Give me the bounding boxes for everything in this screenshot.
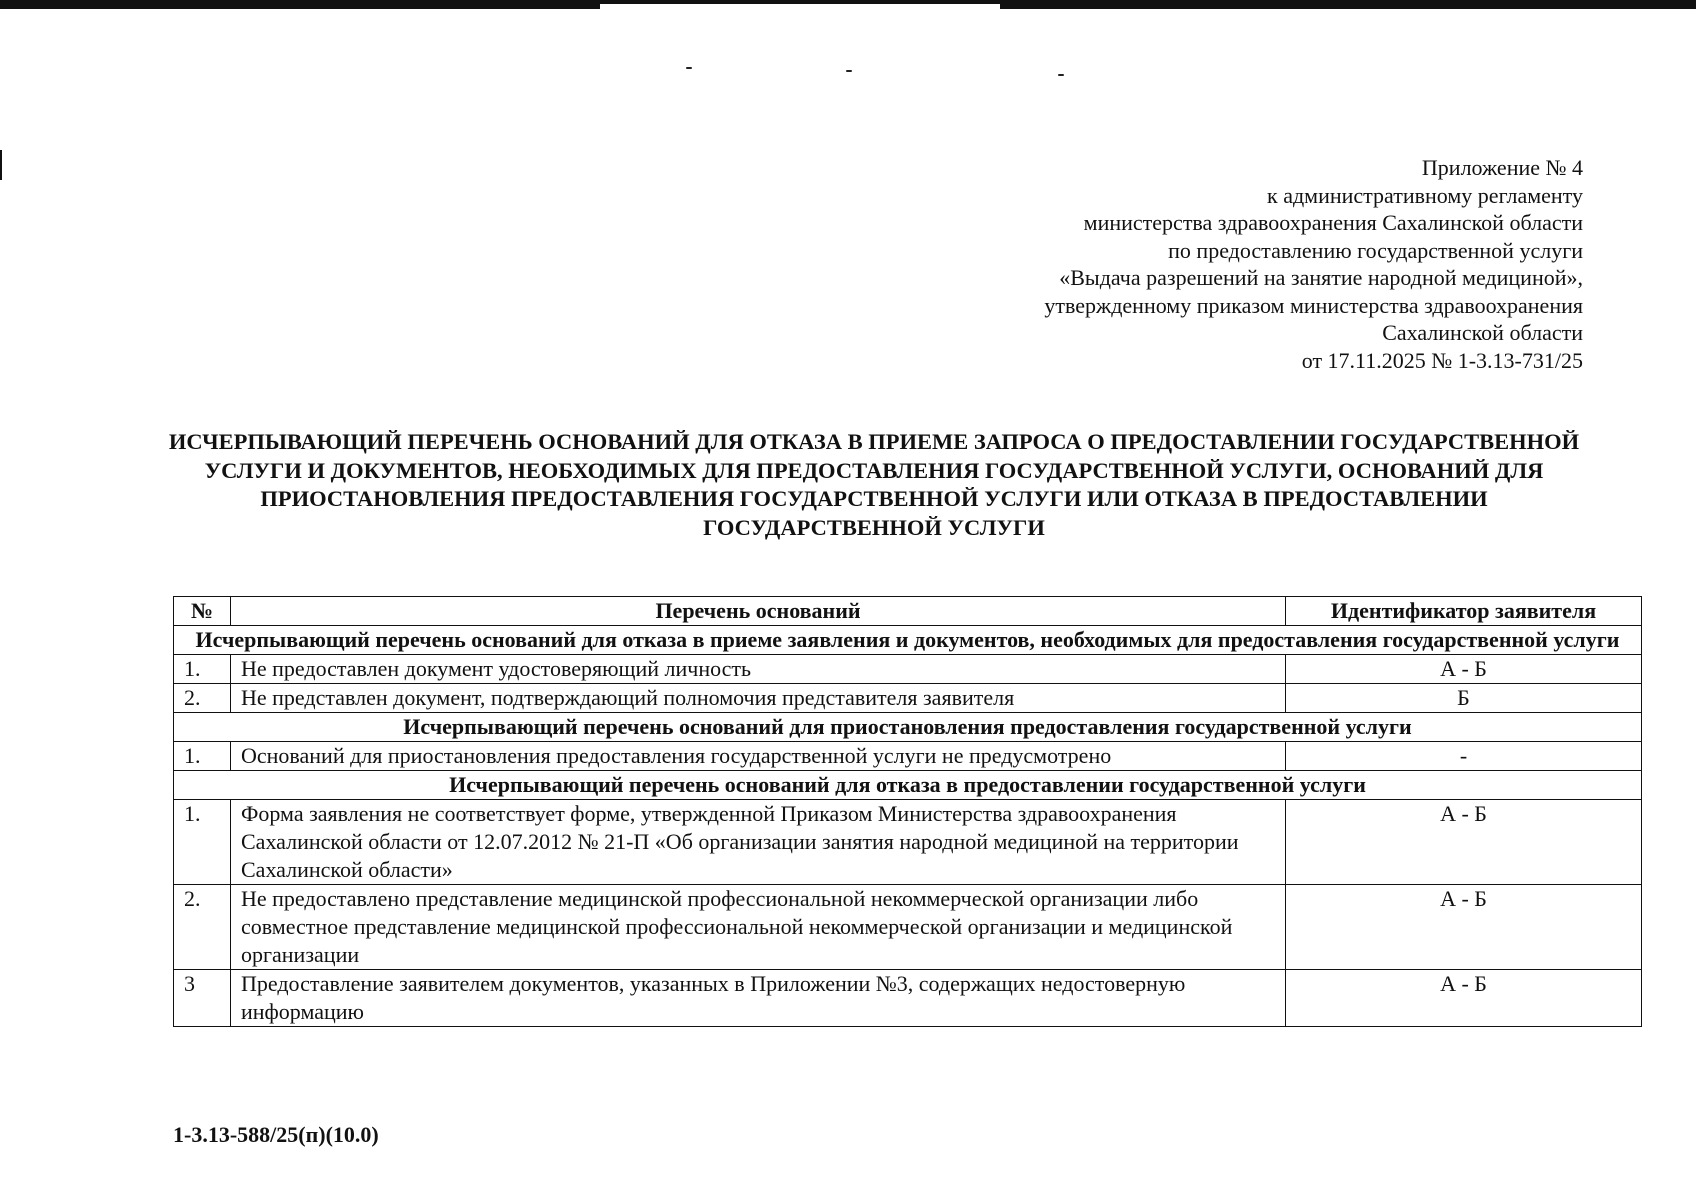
- appendix-line: Приложение № 4: [1421, 155, 1583, 180]
- header-applicant-id: Идентификатор заявителя: [1286, 597, 1642, 626]
- row-applicant-id: А - Б: [1286, 885, 1642, 970]
- row-applicant-id: А - Б: [1286, 800, 1642, 885]
- row-text: Оснований для приостановления предоставления государственной услуги не предусмотрено: [231, 742, 1286, 771]
- row-num: 3: [174, 970, 231, 1027]
- row-applicant-id: -: [1286, 742, 1642, 771]
- appendix-line: Сахалинской области: [1382, 320, 1583, 345]
- scan-speck: [686, 67, 692, 69]
- row-text: Не представлен документ, подтверждающий полномочия представителя заявителя: [231, 684, 1286, 713]
- header-num: №: [174, 597, 231, 626]
- appendix-line: по предоставлению государственной услуги: [1168, 237, 1583, 263]
- table-header-row: [174, 597, 1642, 626]
- row-num: 1.: [174, 800, 231, 885]
- row-text: Форма заявления не соответствует форме, утвержденной Приказом Министерства здравоохранения Сахалинской области от 12.07.2012 № 21-П «Об организации занятия народной медициной на территории Сахалинской области»: [231, 800, 1286, 885]
- table-row: [174, 800, 1642, 885]
- section-row: [174, 626, 1642, 655]
- table-row: [174, 742, 1642, 771]
- table-row: [174, 655, 1642, 684]
- row-num: 1.: [174, 742, 231, 771]
- section-title: Исчерпывающий перечень оснований для отказа в приеме заявления и документов, необходимых для предоставления государственной услуги: [174, 626, 1642, 655]
- row-applicant-id: А - Б: [1286, 655, 1642, 684]
- row-num: 1.: [174, 655, 231, 684]
- row-num: 2.: [174, 885, 231, 970]
- table-row: [174, 885, 1642, 970]
- section-row: [174, 771, 1642, 800]
- row-applicant-id: А - Б: [1286, 970, 1642, 1027]
- table-row: [174, 970, 1642, 1027]
- row-text: Предоставление заявителем документов, указанных в Приложении №3, содержащих недостоверную информацию: [231, 970, 1286, 1027]
- header-grounds: Перечень оснований: [231, 597, 1286, 626]
- scan-speck: [846, 70, 852, 72]
- scan-speck: [1058, 74, 1064, 76]
- appendix-line: утвержденному приказом министерства здравоохранения: [1044, 292, 1583, 318]
- appendix-block: [883, 154, 1583, 374]
- row-applicant-id: Б: [1286, 684, 1642, 713]
- section-title: Исчерпывающий перечень оснований для приостановления предоставления государственной услуги: [174, 713, 1642, 742]
- row-text: Не предоставлено представление медицинской профессиональной некоммерческой организации либо совместное представление медицинской профессиональной некоммерческой организации и медицинской организации: [231, 885, 1286, 970]
- row-text: Не предоставлен документ удостоверяющий личность: [231, 655, 1286, 684]
- document-code: 1-3.13-588/25(п)(10.0): [173, 1122, 379, 1147]
- row-num: 2.: [174, 684, 231, 713]
- document-title: ИСЧЕРПЫВАЮЩИЙ ПЕРЕЧЕНЬ ОСНОВАНИЙ ДЛЯ ОТКАЗА В ПРИЕМЕ ЗАПРОСА О ПРЕДОСТАВЛЕНИИ ГОСУДАРСТВЕННОЙ УСЛУГИ И ДОКУМЕНТОВ, НЕОБХОДИМЫХ ДЛЯ ПРЕДОСТАВЛЕНИЯ ГОСУДАРСТВЕННОЙ УСЛУГИ, ОСНОВАНИЙ ДЛЯ ПРИОСТАНОВЛЕНИЯ ПРЕДОСТАВЛЕНИЯ ГОСУДАРСТВЕННОЙ УСЛУГИ ИЛИ ОТКАЗА В ПРЕДОСТАВЛЕНИИ ГОСУДАРСТВЕННОЙ УСЛУГИ: [168, 429, 1580, 540]
- appendix-line: «Выдача разрешений на занятие народной медициной»,: [1059, 265, 1583, 290]
- scan-top-border-gap: [600, 4, 1000, 9]
- scan-left-mark: [0, 150, 2, 180]
- appendix-line: от 17.11.2025 № 1-3.13-731/25: [1301, 347, 1583, 373]
- section-row: [174, 713, 1642, 742]
- appendix-line: министерства здравоохранения Сахалинской области: [1083, 210, 1583, 235]
- table-row: [174, 684, 1642, 713]
- grounds-table: [173, 596, 1642, 1027]
- appendix-line: к административному регламенту: [1267, 182, 1583, 208]
- section-title: Исчерпывающий перечень оснований для отказа в предоставлении государственной услуги: [174, 771, 1642, 800]
